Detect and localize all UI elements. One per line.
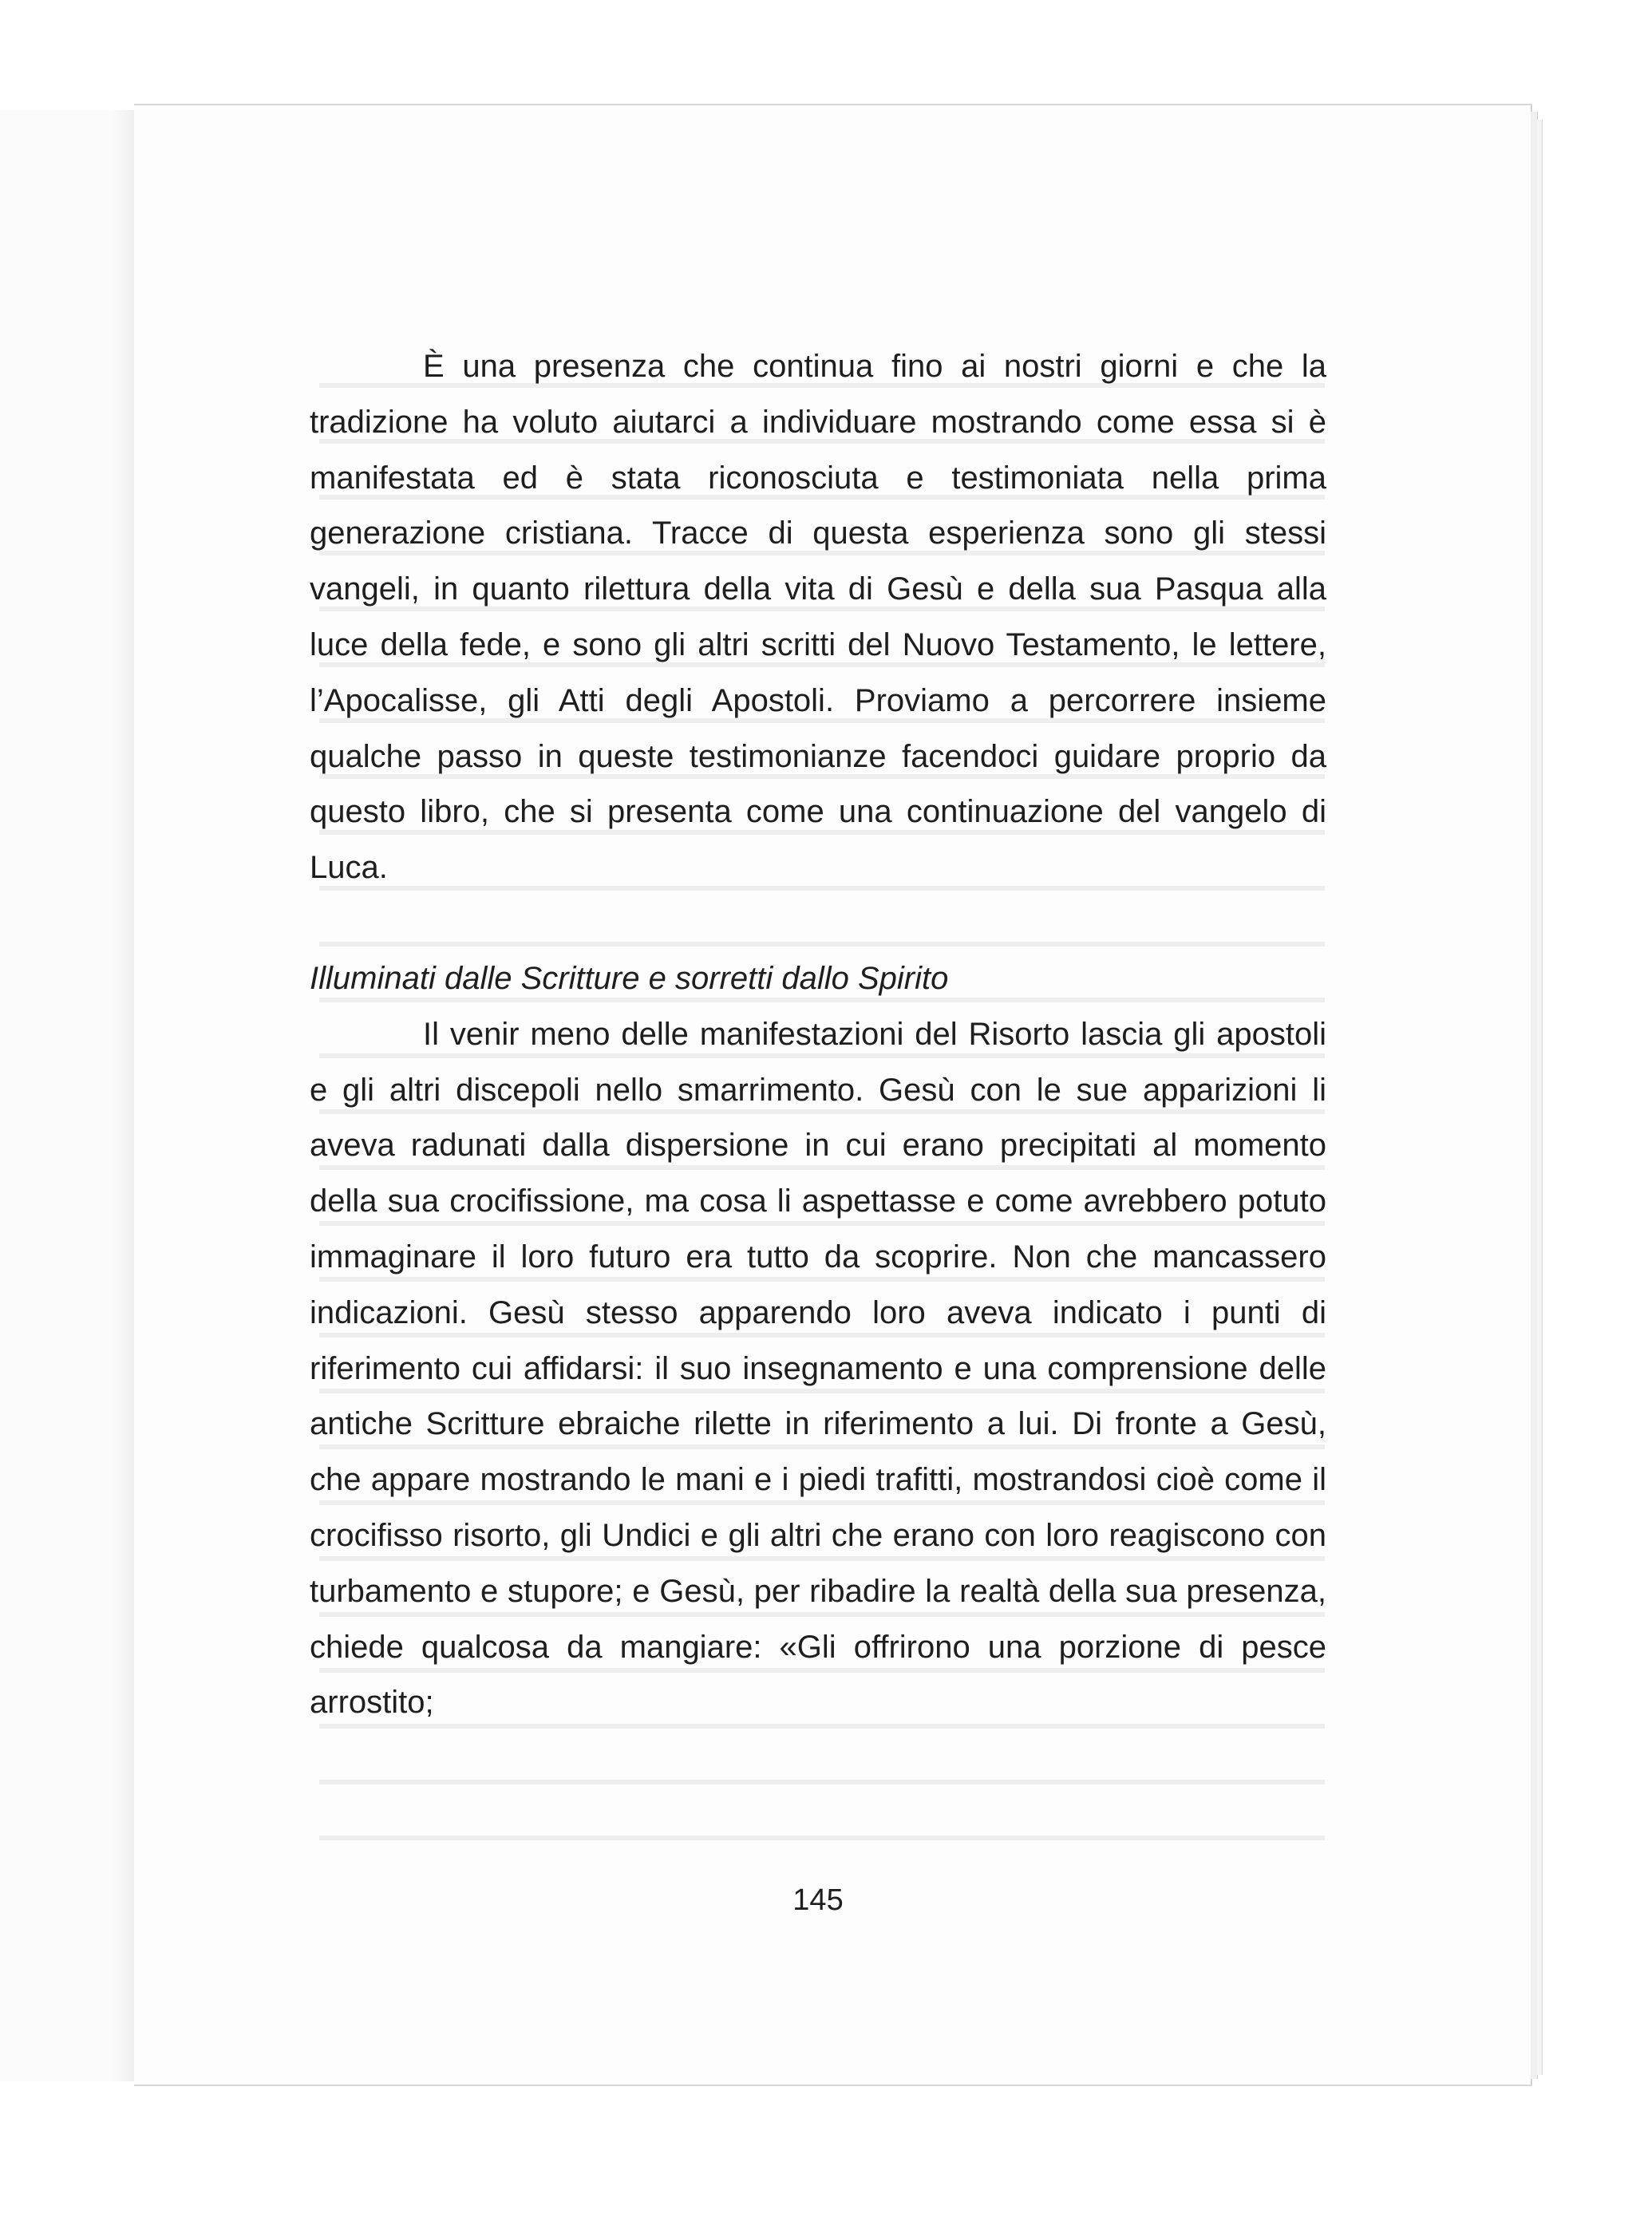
page-number: 145 <box>792 1883 844 1917</box>
page-text <box>310 339 1326 1731</box>
page-edge <box>1537 120 1543 2075</box>
section-heading: Illuminati dalle Scritture e sorretti dallo Spirito <box>310 960 949 996</box>
paragraph-intro: È una presenza che continua fino ai nostri giorni e che la tradizione ha voluto aiutarci a individuare mostrando come essa si è manifestata ed è stata riconosciuta e testimoniata nella prima generazione cristiana. Tracce di questa esperienza sono gli stessi vangeli, in quanto rilettura della vita di Gesù e della sua Pasqua alla luce della fede, e sono gli altri scritti del Nuovo Testamento, le lettere, l’Apocalisse, gli Atti degli Apostoli. Proviamo a percorrere insieme qualche passo in queste testimonianze facendoci guidare proprio da questo libro, che si presenta come una continuazione del vangelo di Luca. <box>310 349 1326 886</box>
paragraph-body: Il venir meno delle manifestazioni del Risorto lascia gli apostoli e gli altri discepoli nello smarrimento. Gesù con le sue apparizioni li aveva radunati dalla dispersione in cui erano precipitati al momento della sua crocifissione, ma cosa li aspettasse e come avrebbero potuto immaginare il loro futuro era tutto da scoprire. Non che mancassero indicazioni. Gesù stesso apparendo loro aveva indicato i punti di riferimento cui affidarsi: il suo insegnamento e una comprensione delle antiche Scritture ebraiche rilette in riferimento a lui. Di fronte a Gesù, che appare mostrando le mani e i piedi trafitti, mostrandosi cioè come il crocifisso risorto, gli Undici e gli altri che erano con loro reagiscono con turbamento e stupore; e Gesù, per ribadire la realtà della sua presenza, chiede qualcosa da mangiare: «Gli offrirono una porzione di pesce arrostito; <box>310 1016 1326 1721</box>
gutter-shadow <box>112 110 136 2081</box>
